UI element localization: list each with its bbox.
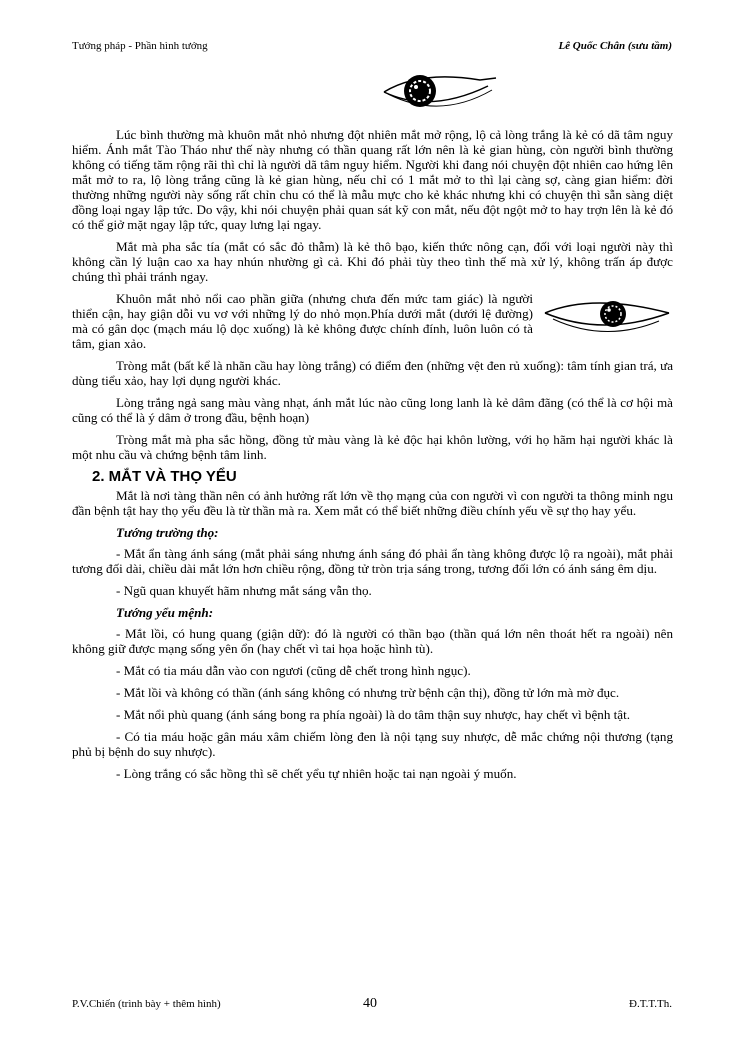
header-left: Tướng pháp - Phần hình tướng	[72, 40, 208, 52]
list-item: - Mắt có tia máu dẫn vào con ngươi (cũng dễ chết trong hình ngục).	[116, 663, 471, 678]
list-item: - Mắt lồi, có hung quang (giận dữ): đó là người có thần bạo (thần quá lớn nên thoát hết ra ngoài) nên không giữ được mạng sống yên ổn (hay chết vì tai họa hoặc hình tù).	[72, 626, 673, 656]
footer-left: P.V.Chiến (trình bày + thêm hình)	[72, 998, 221, 1010]
footer-right: Đ.T.T.Th.	[629, 998, 672, 1010]
page-number: 40	[363, 996, 377, 1011]
list-item: - Có tia máu hoặc gân máu xâm chiếm lòng đen là nội tạng suy nhược, dễ mắc chứng nội thương (tạng phủ bị bệnh do suy nhược).	[72, 729, 673, 759]
subheading-short-life: Tướng yểu mệnh:	[116, 605, 214, 620]
document-body	[72, 127, 673, 788]
paragraph: Mắt mà pha sắc tía (mắt có sắc đỏ thẫm) là kẻ thô bạo, kiến thức nông cạn, đối với loại người này thì không cần lý luận cao xa hay nhún nhường gì cả. Khi đó phải tùy theo tình thế mà xử lý, không trấn áp được chúng thì phải tránh ngay.	[72, 239, 673, 284]
list-item: - Mắt ẩn tàng ánh sáng (mắt phải sáng nhưng ánh sáng đó phải ẩn tàng không được lộ ra ngoài), mắt phải tương đối dài, chiều dài mắt lớn hơn chiều rộng, đồng tử tròn trịa sáng trong, tương đối lớn có ánh sáng êm dịu.	[72, 546, 673, 576]
paragraph: Khuôn mắt nhỏ nổi cao phần giữa (nhưng chưa đến mức tam giác) là người thiển cận, hay giận dỗi vu vơ với những lý do nhỏ mọn.Phía dưới mắt (dưới lệ đường) mà có gân dọc (mạch máu lộ dọc xuống) là kẻ không được chính đính, luôn luôn có tà tâm, gian xảo.	[72, 291, 533, 351]
narrow-eye-icon	[543, 291, 673, 341]
eye-illustration-icon	[380, 70, 500, 114]
header-right: Lê Quốc Chân (sưu tầm)	[558, 40, 672, 52]
list-item: - Ngũ quan khuyết hãm nhưng mắt sáng vẫn thọ.	[116, 583, 372, 598]
paragraph: Tròng mắt (bất kể là nhãn cầu hay lòng trắng) có điểm đen (những vệt đen rủ xuống): tâm tính gian trá, ưa dùng tiểu xảo, hay lợi dụng người khác.	[72, 358, 673, 388]
section-intro: Mắt là nơi tàng thần nên có ảnh hưởng rất lớn về thọ mạng của con người vì con người ta thông minh ngu đần bệnh tật hay thọ yểu đều là từ thần mà ra. Xem mắt có thể biết những điều chính yếu về sự thọ hay yểu.	[72, 488, 673, 518]
paragraph: Lòng trắng ngả sang màu vàng nhạt, ánh mắt lúc nào cũng long lanh là kẻ dâm đãng (có thể là cơ hội mà cũng có thể là ý dâm ở trong đầu, bệnh hoạn)	[72, 395, 673, 425]
section-heading: 2. MẮT VÀ THỌ YỂU	[92, 468, 237, 485]
list-item: - Lòng trắng có sắc hồng thì sẽ chết yểu tự nhiên hoặc tai nạn ngoài ý muốn.	[116, 766, 517, 781]
list-item: - Mắt lồi và không có thần (ánh sáng không có nhưng trừ bệnh cận thị), đồng tử lớn mà mờ đục.	[116, 685, 620, 700]
paragraph: Tròng mắt mà pha sắc hồng, đồng tử màu vàng là kẻ độc hại khôn lường, với họ hãm hại người khác là một nhu cầu và chứng bệnh tâm linh.	[72, 432, 673, 462]
paragraph: Lúc bình thường mà khuôn mắt nhỏ nhưng đột nhiên mắt mở rộng, lộ cả lòng trắng là kẻ có dã tâm nguy hiểm. Ánh mắt Tào Tháo như thế này nhưng có thần quang rất lớn nên là kẻ gian hùng, còn người bình thường không có tiếng tăm rộng rãi thì chỉ là người dã tâm nguy hiểm. Người khi đang nói chuyện đột nhiên cao hứng lên mắt mở to ra, lộ lòng trắng cũng là kẻ gian hùng, nếu chỉ có 1 mắt mở to thì lại càng sợ, càng gian hiểm: đời thường những người này sống rất chỉn chu có thể là mẫu mực cho kẻ khác nhưng khi có chuyện thì sẵn sàng diệt đồng loại ngay lập tức. Do vậy, khi nói chuyện phải quan sát kỹ con mắt, nếu đột ngột mở to hay trợn lên là kẻ đó có thể giở mặt ngay lập tức, quay lưng lại ngay.	[72, 127, 673, 232]
list-item: - Mắt nổi phù quang (ánh sáng bong ra phía ngoài) là do tâm thận suy nhược, hay chết vì bệnh tật.	[116, 707, 631, 722]
subheading-long-life: Tướng trường thọ:	[116, 525, 219, 540]
